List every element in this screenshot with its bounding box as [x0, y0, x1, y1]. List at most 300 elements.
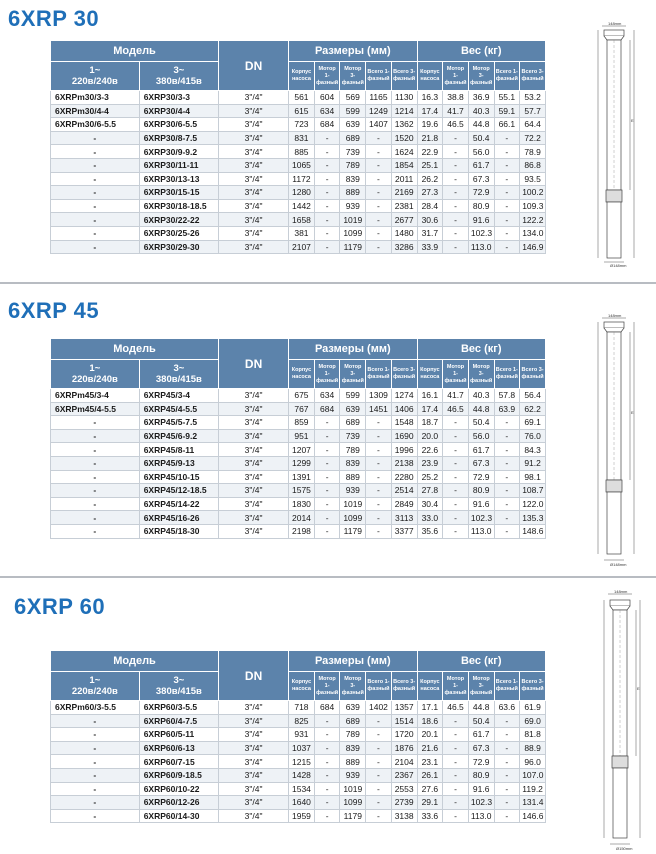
cell-wt-motor1: 46.5 [443, 118, 469, 132]
cell-len-total1: - [366, 240, 392, 254]
cell-dn: 3"/4" [219, 511, 289, 525]
cell-wt-corpus: 21.8 [417, 131, 443, 145]
cell-model-3ph: 6XRP45/3-4 [139, 389, 218, 403]
header-dimensions: Размеры (мм) [289, 41, 417, 62]
cell-model-1ph: - [51, 443, 140, 457]
header-motor1: Мотор 1-фазный [314, 62, 340, 91]
cell-wt-motor1: - [443, 443, 469, 457]
cell-model-3ph: 6XRP30/11-11 [139, 158, 218, 172]
cell-model-1ph: - [51, 213, 140, 227]
table-row [51, 172, 546, 186]
cell-wt-total3: 131.4 [520, 796, 546, 810]
cell-model-3ph: 6XRP30/3-3 [139, 91, 218, 105]
cell-len-corpus: 1428 [289, 768, 315, 782]
cell-len-motor3: 939 [340, 199, 366, 213]
cell-wt-corpus: 17.4 [417, 104, 443, 118]
cell-len-motor3: 889 [340, 470, 366, 484]
table-row [51, 809, 546, 823]
table-row [51, 497, 546, 511]
cell-wt-total1: 63.9 [494, 402, 520, 416]
cell-len-total3: 2280 [391, 470, 417, 484]
cell-len-corpus: 1830 [289, 497, 315, 511]
dim-label-bottom: Ø150mm [616, 846, 633, 851]
cell-len-motor1: - [314, 443, 340, 457]
cell-dn: 3"/4" [219, 484, 289, 498]
cell-dn: 3"/4" [219, 416, 289, 430]
cell-len-corpus: 723 [289, 118, 315, 132]
cell-wt-corpus: 33.6 [417, 809, 443, 823]
cell-wt-motor1: 41.7 [443, 104, 469, 118]
cell-wt-motor3: 91.6 [468, 213, 494, 227]
cell-wt-total1: - [494, 755, 520, 769]
cell-wt-total1: - [494, 524, 520, 538]
cell-dn: 3"/4" [219, 524, 289, 538]
cell-len-motor3: 789 [340, 443, 366, 457]
dim-label-top: 148mm [608, 22, 622, 26]
cell-wt-motor3: 113.0 [468, 809, 494, 823]
cell-model-1ph: - [51, 131, 140, 145]
cell-wt-motor1: - [443, 484, 469, 498]
header-dn: DN [219, 339, 289, 389]
cell-wt-total3: 57.7 [520, 104, 546, 118]
pump-drawing-6xrp45 [590, 314, 642, 568]
header-total3: Всего 3-фазный [391, 672, 417, 701]
cell-len-total3: 1720 [391, 728, 417, 742]
cell-wt-total3: 148.6 [520, 524, 546, 538]
cell-wt-motor3: 67.3 [468, 741, 494, 755]
cell-len-total1: - [366, 131, 392, 145]
cell-wt-motor1: - [443, 240, 469, 254]
cell-model-3ph: 6XRP45/9-13 [139, 456, 218, 470]
cell-wt-motor3: 44.8 [468, 402, 494, 416]
header-model: Модель [51, 339, 219, 360]
cell-wt-total1: - [494, 728, 520, 742]
cell-wt-motor1: 46.5 [443, 402, 469, 416]
cell-len-motor1: - [314, 524, 340, 538]
cell-wt-motor3: 102.3 [468, 511, 494, 525]
cell-wt-corpus: 19.6 [417, 118, 443, 132]
cell-wt-motor3: 72.9 [468, 755, 494, 769]
cell-len-motor1: - [314, 186, 340, 200]
cell-len-corpus: 1299 [289, 456, 315, 470]
spec-table-6xrp45 [50, 338, 546, 539]
cell-wt-total1: - [494, 226, 520, 240]
cell-len-motor1: - [314, 240, 340, 254]
cell-wt-corpus: 29.1 [417, 796, 443, 810]
table-row [51, 104, 546, 118]
table-row [51, 714, 546, 728]
cell-dn: 3"/4" [219, 755, 289, 769]
cell-model-1ph: - [51, 768, 140, 782]
cell-len-motor3: 839 [340, 741, 366, 755]
cell-model-1ph: - [51, 796, 140, 810]
cell-wt-total3: 108.7 [520, 484, 546, 498]
cell-len-total1: - [366, 158, 392, 172]
cell-len-motor3: 839 [340, 456, 366, 470]
cell-wt-motor3: 61.7 [468, 728, 494, 742]
cell-len-corpus: 1391 [289, 470, 315, 484]
cell-model-1ph: - [51, 226, 140, 240]
header-model: Модель [51, 41, 219, 62]
cell-wt-motor1: - [443, 782, 469, 796]
cell-dn: 3"/4" [219, 741, 289, 755]
cell-wt-corpus: 26.2 [417, 172, 443, 186]
cell-wt-corpus: 33.9 [417, 240, 443, 254]
cell-wt-total1: - [494, 199, 520, 213]
cell-wt-corpus: 23.1 [417, 755, 443, 769]
table-row [51, 755, 546, 769]
cell-model-3ph: 6XRP45/8-11 [139, 443, 218, 457]
cell-len-motor3: 639 [340, 402, 366, 416]
cell-wt-total1: - [494, 782, 520, 796]
cell-wt-total3: 122.2 [520, 213, 546, 227]
cell-model-1ph: 6XRPm45/4-5.5 [51, 402, 140, 416]
cell-dn: 3"/4" [219, 118, 289, 132]
cell-wt-motor3: 61.7 [468, 443, 494, 457]
section-title-6xrp45: 6XRP 45 [8, 298, 100, 323]
cell-len-total1: - [366, 714, 392, 728]
cell-len-total3: 1996 [391, 443, 417, 457]
cell-wt-total3: 86.8 [520, 158, 546, 172]
cell-wt-motor1: - [443, 755, 469, 769]
cell-len-total3: 3377 [391, 524, 417, 538]
cell-wt-total3: 135.3 [520, 511, 546, 525]
cell-model-3ph: 6XRP60/12-26 [139, 796, 218, 810]
cell-wt-motor3: 44.8 [468, 701, 494, 715]
cell-dn: 3"/4" [219, 728, 289, 742]
dim-label-bottom: Ø148mm [610, 263, 627, 268]
header-dimensions: Размеры (мм) [289, 339, 417, 360]
header-model: Модель [51, 651, 219, 672]
cell-wt-total1: - [494, 416, 520, 430]
cell-len-corpus: 831 [289, 131, 315, 145]
cell-wt-corpus: 17.1 [417, 701, 443, 715]
cell-wt-motor3: 91.6 [468, 497, 494, 511]
header-total1: Всего 1-фазный [494, 360, 520, 389]
cell-len-motor1: 684 [314, 701, 340, 715]
cell-wt-total3: 98.1 [520, 470, 546, 484]
cell-len-motor3: 889 [340, 186, 366, 200]
cell-model-1ph: - [51, 497, 140, 511]
cell-len-total1: - [366, 199, 392, 213]
cell-wt-motor3: 91.6 [468, 782, 494, 796]
table-row [51, 768, 546, 782]
cell-len-motor1: - [314, 456, 340, 470]
cell-model-1ph: - [51, 470, 140, 484]
cell-len-corpus: 2014 [289, 511, 315, 525]
cell-wt-total3: 81.8 [520, 728, 546, 742]
cell-len-total1: - [366, 796, 392, 810]
cell-wt-total1: - [494, 714, 520, 728]
header-total1: Всего 1-фазный [366, 672, 392, 701]
cell-dn: 3"/4" [219, 470, 289, 484]
table-row [51, 402, 546, 416]
cell-len-total3: 1854 [391, 158, 417, 172]
cell-len-corpus: 1172 [289, 172, 315, 186]
cell-model-3ph: 6XRP30/4-4 [139, 104, 218, 118]
cell-wt-total1: 66.1 [494, 118, 520, 132]
cell-len-corpus: 1037 [289, 741, 315, 755]
cell-len-corpus: 1534 [289, 782, 315, 796]
cell-len-total3: 1480 [391, 226, 417, 240]
cell-wt-total1: 59.1 [494, 104, 520, 118]
cell-wt-corpus: 30.6 [417, 213, 443, 227]
cell-len-motor3: 1099 [340, 511, 366, 525]
cell-len-motor1: - [314, 768, 340, 782]
cell-wt-total3: 91.2 [520, 456, 546, 470]
cell-model-1ph: 6XRPm60/3-5.5 [51, 701, 140, 715]
cell-wt-corpus: 20.1 [417, 728, 443, 742]
cell-wt-corpus: 23.9 [417, 456, 443, 470]
header-corpus: Корпус насоса [417, 62, 443, 91]
cell-wt-total3: 72.2 [520, 131, 546, 145]
cell-len-motor1: - [314, 728, 340, 742]
cell-wt-motor3: 40.3 [468, 104, 494, 118]
cell-len-total3: 2381 [391, 199, 417, 213]
cell-model-3ph: 6XRP30/22-22 [139, 213, 218, 227]
cell-wt-motor3: 44.8 [468, 118, 494, 132]
cell-wt-corpus: 22.6 [417, 443, 443, 457]
cell-model-3ph: 6XRP30/25-26 [139, 226, 218, 240]
cell-len-total1: - [366, 497, 392, 511]
cell-wt-corpus: 27.3 [417, 186, 443, 200]
cell-wt-total1: 63.6 [494, 701, 520, 715]
cell-wt-total3: 69.1 [520, 416, 546, 430]
cell-wt-motor3: 80.9 [468, 768, 494, 782]
cell-wt-motor3: 61.7 [468, 158, 494, 172]
cell-wt-corpus: 18.6 [417, 714, 443, 728]
cell-wt-motor3: 50.4 [468, 714, 494, 728]
cell-len-corpus: 718 [289, 701, 315, 715]
cell-wt-total3: 146.9 [520, 240, 546, 254]
dim-label-mid: E [631, 118, 634, 123]
header-1phase: 1~ 220в/240в [51, 62, 140, 91]
cell-len-motor3: 739 [340, 429, 366, 443]
header-motor3: Мотор 3-фазный [340, 62, 366, 91]
cell-len-corpus: 2107 [289, 240, 315, 254]
cell-wt-total3: 119.2 [520, 782, 546, 796]
cell-wt-motor1: 41.7 [443, 389, 469, 403]
table-row [51, 145, 546, 159]
cell-wt-total1: - [494, 131, 520, 145]
cell-len-corpus: 825 [289, 714, 315, 728]
header-1phase: 1~ 220в/240в [51, 360, 140, 389]
cell-wt-motor1: - [443, 768, 469, 782]
dim-label-top: 148mm [614, 590, 628, 594]
cell-len-total3: 2514 [391, 484, 417, 498]
cell-wt-motor3: 67.3 [468, 456, 494, 470]
cell-model-3ph: 6XRP60/10-22 [139, 782, 218, 796]
cell-len-corpus: 675 [289, 389, 315, 403]
cell-len-total3: 2367 [391, 768, 417, 782]
header-weight: Вес (кг) [417, 41, 546, 62]
cell-len-total1: - [366, 172, 392, 186]
cell-dn: 3"/4" [219, 796, 289, 810]
cell-len-motor3: 1019 [340, 782, 366, 796]
cell-wt-total1: - [494, 443, 520, 457]
cell-wt-total1: - [494, 741, 520, 755]
cell-len-motor1: - [314, 809, 340, 823]
cell-dn: 3"/4" [219, 809, 289, 823]
cell-len-total1: 1249 [366, 104, 392, 118]
cell-wt-motor1: - [443, 213, 469, 227]
cell-wt-total3: 69.0 [520, 714, 546, 728]
cell-wt-motor1: - [443, 226, 469, 240]
table-row [51, 470, 546, 484]
cell-dn: 3"/4" [219, 226, 289, 240]
cell-dn: 3"/4" [219, 768, 289, 782]
cell-len-motor3: 689 [340, 416, 366, 430]
cell-wt-corpus: 30.4 [417, 497, 443, 511]
cell-wt-total1: - [494, 768, 520, 782]
cell-model-3ph: 6XRP45/4-5.5 [139, 402, 218, 416]
cell-len-total1: - [366, 728, 392, 742]
cell-model-3ph: 6XRP60/5-11 [139, 728, 218, 742]
cell-wt-motor3: 80.9 [468, 199, 494, 213]
cell-model-1ph: - [51, 511, 140, 525]
cell-len-corpus: 1442 [289, 199, 315, 213]
pump-drawing-6xrp30 [590, 22, 642, 268]
cell-len-motor1: - [314, 511, 340, 525]
cell-len-motor3: 1179 [340, 240, 366, 254]
cell-wt-total3: 56.4 [520, 389, 546, 403]
cell-len-corpus: 859 [289, 416, 315, 430]
cell-len-corpus: 1959 [289, 809, 315, 823]
cell-wt-total1: - [494, 796, 520, 810]
cell-wt-motor3: 72.9 [468, 470, 494, 484]
header-motor1: Мотор 1-фазный [443, 62, 469, 91]
header-total3: Всего 3-фазный [520, 672, 546, 701]
cell-model-1ph: - [51, 186, 140, 200]
cell-model-1ph: 6XRPm30/6-5.5 [51, 118, 140, 132]
cell-wt-corpus: 25.2 [417, 470, 443, 484]
cell-len-motor1: 604 [314, 91, 340, 105]
cell-wt-motor1: - [443, 524, 469, 538]
cell-len-motor1: - [314, 158, 340, 172]
cell-model-3ph: 6XRP45/16-26 [139, 511, 218, 525]
header-total3: Всего 3-фазный [520, 62, 546, 91]
section-title-6xrp30: 6XRP 30 [8, 6, 100, 31]
cell-wt-motor3: 67.3 [468, 172, 494, 186]
cell-wt-motor1: - [443, 145, 469, 159]
cell-dn: 3"/4" [219, 714, 289, 728]
cell-wt-total1: - [494, 158, 520, 172]
cell-wt-total3: 84.3 [520, 443, 546, 457]
cell-len-total3: 1214 [391, 104, 417, 118]
cell-wt-total1: - [494, 186, 520, 200]
cell-len-total3: 2739 [391, 796, 417, 810]
cell-wt-motor3: 50.4 [468, 416, 494, 430]
cell-len-total3: 2677 [391, 213, 417, 227]
cell-wt-total3: 96.0 [520, 755, 546, 769]
cell-len-total1: - [366, 213, 392, 227]
table-row [51, 118, 546, 132]
cell-len-total1: - [366, 186, 392, 200]
cell-wt-corpus: 33.0 [417, 511, 443, 525]
cell-len-motor1: - [314, 741, 340, 755]
cell-len-motor3: 789 [340, 728, 366, 742]
cell-model-1ph: - [51, 714, 140, 728]
cell-wt-motor3: 50.4 [468, 131, 494, 145]
table-row [51, 796, 546, 810]
pump-drawing-6xrp60 [596, 590, 648, 852]
header-motor3: Мотор 3-фазный [340, 360, 366, 389]
cell-model-3ph: 6XRP30/18-18.5 [139, 199, 218, 213]
cell-dn: 3"/4" [219, 497, 289, 511]
cell-len-corpus: 885 [289, 145, 315, 159]
cell-wt-corpus: 28.4 [417, 199, 443, 213]
header-weight: Вес (кг) [417, 651, 546, 672]
cell-len-motor1: - [314, 172, 340, 186]
cell-len-motor3: 639 [340, 701, 366, 715]
cell-len-motor1: - [314, 131, 340, 145]
cell-len-motor1: - [314, 145, 340, 159]
table-row [51, 226, 546, 240]
cell-len-motor3: 789 [340, 158, 366, 172]
cell-len-motor1: 634 [314, 389, 340, 403]
cell-len-corpus: 1215 [289, 755, 315, 769]
cell-len-motor3: 1099 [340, 796, 366, 810]
cell-model-3ph: 6XRP45/6-9.2 [139, 429, 218, 443]
header-weight: Вес (кг) [417, 339, 546, 360]
cell-len-motor1: - [314, 470, 340, 484]
cell-wt-motor3: 72.9 [468, 186, 494, 200]
cell-wt-total1: - [494, 456, 520, 470]
table-row [51, 443, 546, 457]
cell-len-motor3: 599 [340, 104, 366, 118]
cell-len-total1: - [366, 511, 392, 525]
cell-wt-corpus: 20.0 [417, 429, 443, 443]
cell-len-total3: 1406 [391, 402, 417, 416]
cell-model-3ph: 6XRP30/13-13 [139, 172, 218, 186]
cell-model-3ph: 6XRP60/9-18.5 [139, 768, 218, 782]
header-motor1: Мотор 1-фазный [443, 360, 469, 389]
cell-model-3ph: 6XRP30/8-7.5 [139, 131, 218, 145]
cell-model-1ph: - [51, 199, 140, 213]
header-3phase: 3~ 380в/415в [139, 62, 218, 91]
cell-len-total1: 1451 [366, 402, 392, 416]
cell-model-1ph: - [51, 429, 140, 443]
header-motor1: Мотор 1-фазный [314, 672, 340, 701]
cell-len-total3: 1514 [391, 714, 417, 728]
cell-len-total3: 1274 [391, 389, 417, 403]
cell-wt-total3: 93.5 [520, 172, 546, 186]
cell-len-corpus: 561 [289, 91, 315, 105]
cell-len-motor1: 634 [314, 104, 340, 118]
header-1phase: 1~ 220в/240в [51, 672, 140, 701]
cell-wt-corpus: 16.3 [417, 91, 443, 105]
cell-len-motor3: 939 [340, 484, 366, 498]
cell-wt-corpus: 26.1 [417, 768, 443, 782]
cell-len-total1: 1309 [366, 389, 392, 403]
cell-wt-total1: - [494, 497, 520, 511]
cell-wt-corpus: 21.6 [417, 741, 443, 755]
table-row [51, 524, 546, 538]
cell-model-3ph: 6XRP45/10-15 [139, 470, 218, 484]
table-row [51, 701, 546, 715]
table-row [51, 199, 546, 213]
cell-wt-motor3: 113.0 [468, 240, 494, 254]
cell-len-total3: 2011 [391, 172, 417, 186]
cell-len-total1: - [366, 443, 392, 457]
header-total3: Всего 3-фазный [391, 360, 417, 389]
cell-len-total3: 2553 [391, 782, 417, 796]
cell-len-motor3: 689 [340, 714, 366, 728]
cell-model-1ph: - [51, 145, 140, 159]
cell-len-total3: 3113 [391, 511, 417, 525]
cell-wt-total3: 100.2 [520, 186, 546, 200]
header-dn: DN [219, 651, 289, 701]
